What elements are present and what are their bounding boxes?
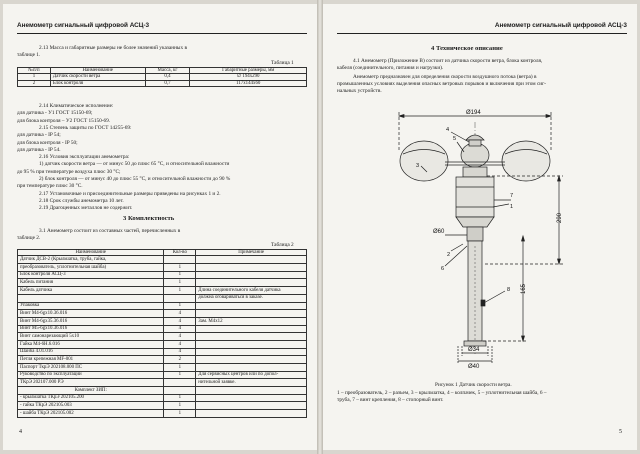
table2-cell: 1 (164, 371, 196, 379)
para-3-1: 3.1 Анемометр состоит из составных частей, перечисленных в (39, 228, 181, 234)
table2-row (18, 317, 307, 325)
table1-caption: Таблица 1 (271, 60, 294, 66)
spec-line: 1) датчик скорости ветра — от минус 50 до плюс 65 °С, и относительной влажности (39, 161, 230, 168)
table2-cell (164, 256, 196, 264)
table2-cell: - крыльчатка ТКрЭ 202105.200 (18, 394, 164, 402)
callout-8: 8 (507, 287, 511, 293)
table2-row (18, 340, 307, 348)
table2-row (18, 356, 307, 364)
table2-cell: преобразователь, уплотнительная шайба) (18, 264, 164, 272)
table2-row (18, 264, 307, 272)
para-2-13-cont: таблице 1. (17, 52, 41, 58)
spec-line: 2.14 Климатическое исполнение: (39, 103, 114, 109)
table2-cell: нительной заявке. (196, 379, 307, 387)
spec-line: до 95 % при температуре воздуха плюс 30 °С; (17, 168, 121, 175)
callout-2: 2 (447, 252, 451, 258)
table1-header-cell: Габаритные размеры, мм (190, 68, 307, 74)
table2-cell (196, 279, 307, 287)
page-number-right: 5 (619, 429, 622, 435)
table2-cell (196, 264, 307, 272)
table2-row (18, 310, 307, 318)
para-purpose-cont: нальных устройств. (337, 88, 382, 94)
table2-cell: 1 (164, 302, 196, 310)
table2-cell: 4 (164, 325, 196, 333)
table2-cell: 1 (164, 402, 196, 410)
dim-height: 290 (557, 212, 563, 223)
spec-line: при температуре плюс 30 °С. (17, 183, 83, 190)
table2-row (18, 371, 307, 379)
table1-cell: ∅ 194x290 (190, 74, 307, 80)
table2-cell: Шайба 4.01.016 (18, 348, 164, 356)
table2-row (18, 294, 307, 302)
table2-cell: Винт М4-6gx10.36.016 (18, 310, 164, 318)
table2-row (18, 410, 307, 418)
table2-row (18, 302, 307, 310)
table2-cell (196, 348, 307, 356)
table2-cell: Комплект ЗИП: (18, 387, 164, 395)
table-1 (17, 67, 307, 87)
table-2 (17, 249, 307, 418)
table2-cell: 1 (164, 394, 196, 402)
table1-cell: 117x144x60 (190, 80, 307, 86)
table2-cell (196, 271, 307, 279)
spec-line: 2.18 Срок службы анемометра 10 лет. (39, 197, 124, 204)
table2-cell: - шайба ТКрЭ 202105.002 (18, 410, 164, 418)
table2-cell (196, 402, 307, 410)
page-left (3, 4, 317, 450)
table2-header-cell: Кол-во (164, 250, 196, 256)
table2-cell: Винт М4-6gx35.36.016 (18, 317, 164, 325)
table2-cell: Упаковка (18, 302, 164, 310)
table2-cell: Длина соединительного кабеля датчика (196, 287, 307, 295)
page-number-left: 4 (19, 429, 22, 435)
table2-row (18, 271, 307, 279)
dim-top-width: Ø194 (466, 110, 481, 116)
table2-cell (164, 379, 196, 387)
table2-row (18, 387, 307, 395)
table2-cell: 4 (164, 340, 196, 348)
table2-cell (196, 333, 307, 341)
spec-line: 2.17 Установочные и присоединительные размеры приведены на рисунках 1 и 2. (39, 190, 221, 197)
table2-cell: 1 (164, 264, 196, 272)
para-4-1-cont: кабеля (соединительного, питания и нагрузки). (337, 65, 444, 71)
table2-header-cell: Примечание (196, 250, 307, 256)
figure-legend-cont: труба, 7 – винт крепления, 8 – стопорный винт. (337, 397, 444, 403)
table2-cell: Для сервисных центров или по допол- (196, 371, 307, 379)
callout-7: 7 (510, 193, 514, 199)
table2-cell: Блок контроля АСЦ-3 (18, 271, 164, 279)
spec-line: 2) блок контроля — от минус 40 до плюс 55 °С, и относительной влажности до 90 % (39, 176, 231, 182)
spec-line: для датчика - IP 54. (17, 146, 61, 153)
table2-row (18, 287, 307, 295)
callout-4: 4 (446, 127, 450, 133)
callout-6: 6 (441, 266, 445, 272)
table2-cell: Петля крепежная МF-001 (18, 356, 164, 364)
table2-cell: Кабель питания (18, 279, 164, 287)
page-header-left: Анемометр сигнальный цифровой АСЦ-3 (17, 22, 307, 34)
table2-cell: Винт М5-6gx10.36.016 (18, 325, 164, 333)
callout-1: 1 (510, 204, 514, 210)
table2-cell: Паспорт ТкрЭ 202108.000 ПС (18, 364, 164, 372)
table1-row (18, 80, 307, 86)
table1-cell: 2 (18, 80, 51, 86)
table2-cell: Винт самонарезающий 5x10 (18, 333, 164, 341)
table1-header-cell: №п/п (18, 68, 51, 74)
spec-line: 2.15 Степень защиты по ГОСТ 14255-69: (39, 124, 132, 131)
table1-cell: Датчик скорости ветра (50, 74, 145, 80)
table1-header-cell: Наименование (50, 68, 145, 74)
table2-cell: 4 (164, 348, 196, 356)
table2-cell: 1 (164, 287, 196, 295)
dim-diam-34: Ø34 (468, 347, 480, 353)
table2-cell: 1 (164, 410, 196, 418)
table2-cell (196, 356, 307, 364)
para-4-1: 4.1 Анемометр (Приложение В) состоит из датчика скорости ветра, блока контроля, (353, 58, 543, 64)
figure-legend: 1 – преобразователь, 2 – разъем, 3 – крыльчатка, 4 – колпачек, 5 – уплотнительная шайба, 6 – (337, 390, 547, 396)
table2-row (18, 394, 307, 402)
spec-line: для датчика - IP 54; (17, 132, 61, 139)
spec-line: для блока контроля – У2 ГОСТ 15150-69. (17, 117, 111, 124)
figure-caption: Рисунок 1 Датчик скорости ветра. (435, 382, 512, 388)
table2-cell (196, 410, 307, 418)
table2-cell (196, 394, 307, 402)
table1-cell: Блок контроля (50, 80, 145, 86)
table2-cell (164, 387, 196, 395)
dim-diam-60: Ø60 (433, 229, 445, 235)
table2-cell: 1 (164, 364, 196, 372)
table2-cell (18, 294, 164, 302)
table2-row (18, 325, 307, 333)
table1-cell: 1 (18, 74, 51, 80)
table2-row (18, 379, 307, 387)
table2-cell: 4 (164, 310, 196, 318)
table2-cell (196, 310, 307, 318)
table2-row (18, 256, 307, 264)
table2-row (18, 279, 307, 287)
spec-line: 2.19 Драгоценных металлов не содержит. (39, 205, 133, 212)
table2-cell (196, 364, 307, 372)
callout-5: 5 (453, 136, 457, 142)
spec-line: для блока контроля - IP 50; (17, 139, 78, 146)
table2-cell: Гайка М4-6Н.6.016 (18, 340, 164, 348)
para-purpose: Анемометр предназначен для определения скорости воздушного потока (ветра) в (353, 74, 537, 80)
table2-cell: ТКрЭ 202107.000 РЭ (18, 379, 164, 387)
para-2-13: 2.13 Масса и габаритные размеры не более значений указанных в (39, 45, 187, 51)
table2-cell: Руководство по эксплуатации (18, 371, 164, 379)
dim-diam-40: Ø40 (468, 364, 480, 370)
table2-cell: должна оговариваться в заказе. (196, 294, 307, 302)
table1-cell: 0,4 (145, 74, 190, 80)
para-purpose-cont: промышленных условиях выделения опасных ветровых порывов и включения при этом сиг- (337, 81, 547, 87)
spec-line: для датчика - У1 ГОСТ 15150-69; (17, 110, 93, 117)
para-3-1-cont: таблице 2. (17, 235, 41, 241)
table2-cell (196, 387, 307, 395)
table2-row (18, 348, 307, 356)
table2-row (18, 333, 307, 341)
page-header-right: Анемометр сигнальный цифровой АСЦ-3 (337, 22, 627, 34)
section-4-title: 4 Техническое описание (431, 45, 503, 52)
table2-cell (196, 302, 307, 310)
table2-cell: 4 (164, 317, 196, 325)
table2-cell: Датчик ДСВ-2 (Крыльчатка, труба, гайка, (18, 256, 164, 264)
table2-cell (196, 325, 307, 333)
callout-3: 3 (416, 163, 420, 169)
spec-line: 2.16 Условия эксплуатации анемометра: (39, 154, 130, 161)
section-3-title: 3 Комплектность (123, 215, 175, 222)
table2-header-cell: Наименование (18, 250, 164, 256)
table2-cell: - гайка ТКрЭ 202105.003 (18, 402, 164, 410)
table1-cell: 0,7 (145, 80, 190, 86)
table2-cell: 1 (164, 279, 196, 287)
table2-cell: 2 (164, 356, 196, 364)
table2-cell: Кабель датчика (18, 287, 164, 295)
table2-cell: 4 (164, 333, 196, 341)
table1-header-cell: Масса, кг (145, 68, 190, 74)
table2-cell: 1 (164, 271, 196, 279)
table2-cell (164, 294, 196, 302)
table2-cell: Зам. М4х12 (196, 317, 307, 325)
table2-row (18, 402, 307, 410)
table2-cell (196, 256, 307, 264)
table2-caption: Таблица 2 (271, 242, 294, 248)
dim-tube-length: 165 (521, 283, 527, 294)
table2-row (18, 364, 307, 372)
table2-cell (196, 340, 307, 348)
page-right (323, 4, 637, 450)
